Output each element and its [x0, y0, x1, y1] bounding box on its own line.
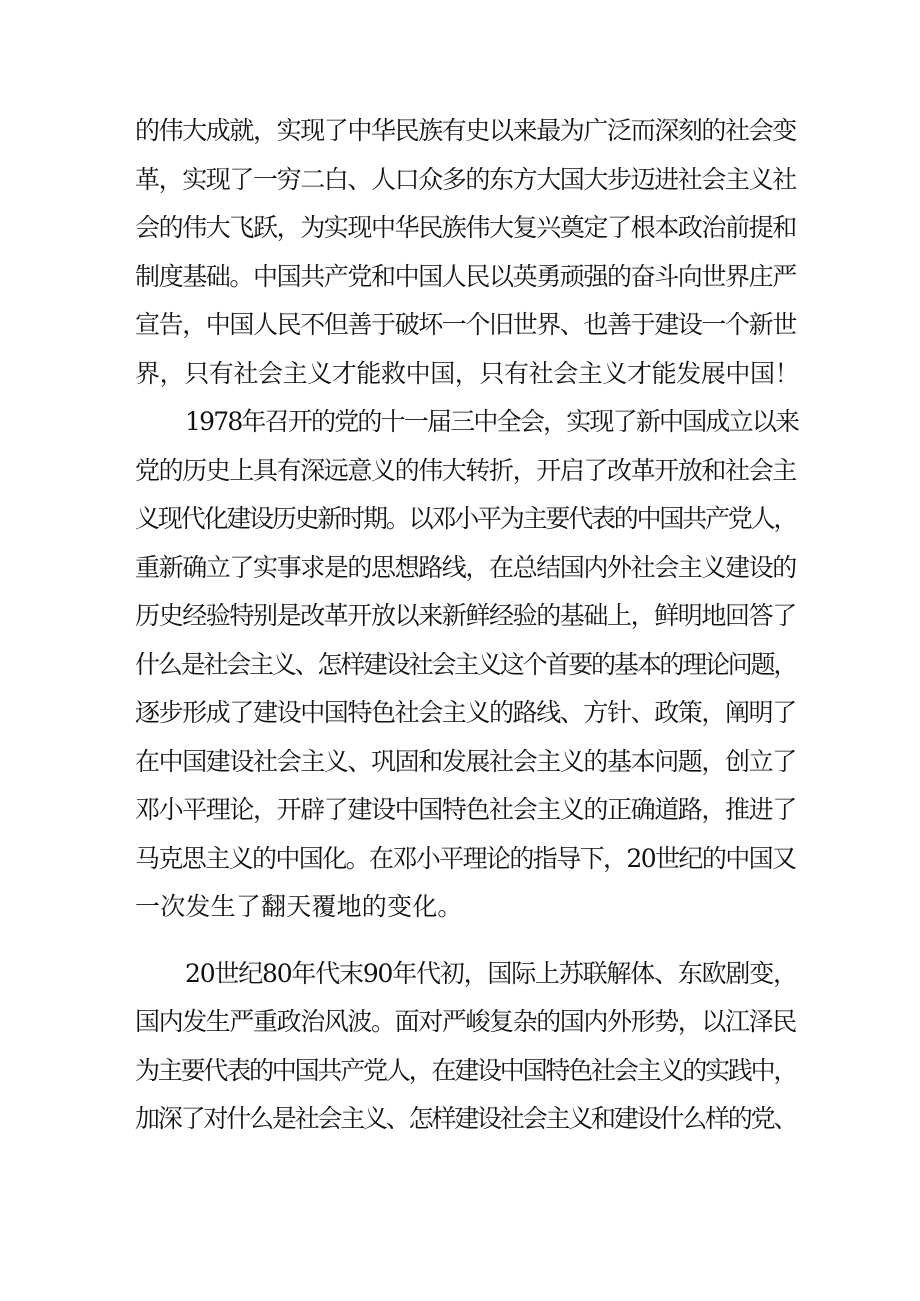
- paragraph-2-line-7: 逐步形成了建设中国特色社会主义的路线、方针、政策，阐明了: [135, 698, 796, 727]
- paragraph-2-line-4: 重新确立了实事求是的思想路线，在总结国内外社会主义建设的: [135, 553, 796, 582]
- paragraph-2-line-5: 历史经验特别是改革开放以来新鲜经验的基础上，鲜明地回答了: [135, 601, 796, 630]
- paragraph-2-line-2: 党的历史上具有深远意义的伟大转折，开启了改革开放和社会主: [135, 456, 796, 485]
- paragraph-1-line-1: 的伟大成就，实现了中华民族有史以来最为广泛而深刻的社会变: [135, 116, 796, 145]
- paragraph-1-line-5: 宣告，中国人民不但善于破坏一个旧世界、也善于建设一个新世: [135, 310, 796, 339]
- paragraph-1-line-3: 会的伟大飞跃，为实现中华民族伟大复兴奠定了根本政治前提和: [135, 213, 796, 242]
- paragraph-1-line-6: 界，只有社会主义才能救中国，只有社会主义才能发展中国！: [135, 359, 800, 388]
- paragraph-2-line-8: 在中国建设社会主义、巩固和发展社会主义的基本问题，创立了: [135, 747, 796, 776]
- paragraph-2-line-10: 马克思主义的中国化。在邓小平理论的指导下，20世纪的中国又: [135, 844, 796, 873]
- paragraph-3-line-4: 加深了对什么是社会主义、怎样建设社会主义和建设什么样的党、: [135, 1104, 797, 1133]
- paragraph-2-line-11: 一次发生了翻天覆地的变化。: [135, 892, 463, 921]
- paragraph-3-line-2: 国内发生严重政治风波。面对严峻复杂的国内外形势，以江泽民: [135, 1007, 796, 1036]
- paragraph-3-line-1: 20世纪80年代末90年代初，国际上苏联解体、东欧剧变，: [185, 959, 797, 988]
- paragraph-2-line-1: 1978年召开的党的十一届三中全会，实现了新中国成立以来: [185, 407, 799, 436]
- paragraph-3-line-3: 为主要代表的中国共产党人，在建设中国特色社会主义的实践中，: [135, 1056, 797, 1085]
- paragraph-2-line-9: 邓小平理论，开辟了建设中国特色社会主义的正确道路，推进了: [135, 795, 796, 824]
- paragraph-1-line-2: 革，实现了一穷二白、人口众多的东方大国大步迈进社会主义社: [135, 165, 796, 194]
- paragraph-2-line-6: 什么是社会主义、怎样建设社会主义这个首要的基本的理论问题，: [135, 650, 797, 679]
- paragraph-2-line-3: 义现代化建设历史新时期。以邓小平为主要代表的中国共产党人，: [135, 504, 797, 533]
- paragraph-1-line-4: 制度基础。中国共产党和中国人民以英勇顽强的奋斗向世界庄严: [135, 262, 796, 291]
